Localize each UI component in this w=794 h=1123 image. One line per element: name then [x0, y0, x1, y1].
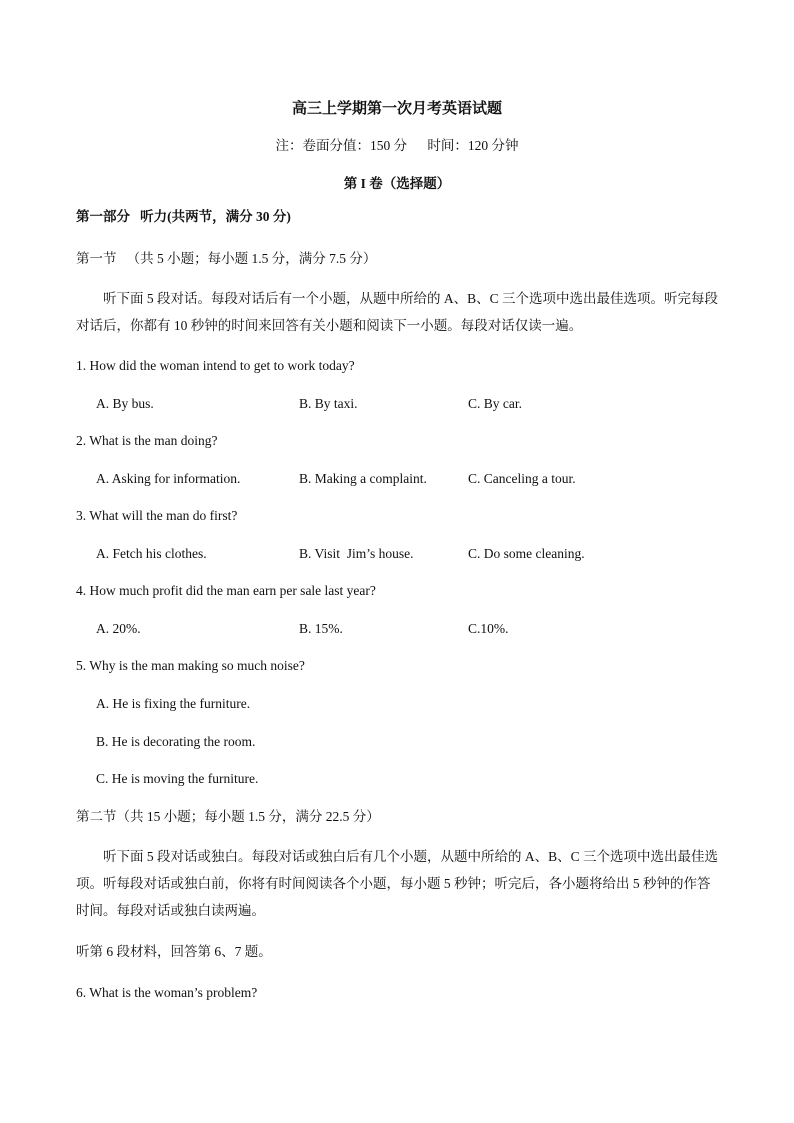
option-c: C. Canceling a tour. — [468, 471, 576, 486]
option-b: B. By taxi. — [299, 396, 358, 411]
option-b: B. Visit Jim’s house. — [299, 546, 414, 561]
option-a: A. He is fixing the furniture. — [96, 696, 251, 711]
section2-heading: 第二节（共 15 小题；每小题 1.5 分，满分 22.5 分） — [76, 809, 380, 824]
option-c: C. Do some cleaning. — [468, 546, 585, 561]
question-stem: 6. What is the woman’s problem? — [76, 985, 258, 1000]
option-c: C.10%. — [468, 621, 509, 636]
option-a: A. Asking for information. — [96, 471, 241, 486]
material-6-heading: 听第 6 段材料，回答第 6、7 题。 — [76, 944, 272, 959]
section2-instructions: 听下面 5 段对话或独白。每段对话或独白后有几个小题，从题中所给的 A、B、C 三个选项中选出最佳选项。听每段对话或独白前，你将有时间阅读各个小题，每小题 5 秒钟；听完后，各小题将给出 5 秒钟的作答时间。每段对话或独白读两遍。 — [76, 849, 719, 918]
question-stem: 4. How much profit did the man earn per sale last year? — [76, 583, 376, 598]
exam-title: 高三上学期第一次月考英语试题 — [291, 101, 502, 117]
option-b: B. 15%. — [299, 621, 343, 636]
question-stem: 3. What will the man do first? — [76, 508, 238, 523]
option-a: A. Fetch his clothes. — [96, 546, 207, 561]
option-c: C. He is moving the furniture. — [96, 771, 259, 786]
section1-heading: 第一节 （共 5 小题；每小题 1.5 分，满分 7.5 分） — [76, 251, 377, 266]
question-stem: 2. What is the man doing? — [76, 433, 218, 448]
volume-heading: 第 I 卷（选择题） — [343, 176, 451, 191]
question-stem: 1. How did the woman intend to get to work today? — [76, 358, 355, 373]
question-stem: 5. Why is the man making so much noise? — [76, 658, 305, 673]
option-c: C. By car. — [468, 396, 522, 411]
option-a: A. By bus. — [96, 396, 154, 411]
option-b: B. He is decorating the room. — [96, 734, 256, 749]
option-a: A. 20%. — [96, 621, 141, 636]
section1-instructions: 听下面 5 段对话。每段对话后有一个小题，从题中所给的 A、B、C 三个选项中选出最佳选项。听完每段对话后，你都有 10 秒钟的时间来回答有关小题和阅读下一小题。每段对话仅读一遍。 — [76, 291, 719, 333]
part1-heading: 第一部分 听力(共两节，满分 30 分) — [76, 209, 291, 224]
exam-note: 注：卷面分值：150 分 时间：120 分钟 — [275, 138, 519, 153]
option-b: B. Making a complaint. — [299, 471, 427, 486]
